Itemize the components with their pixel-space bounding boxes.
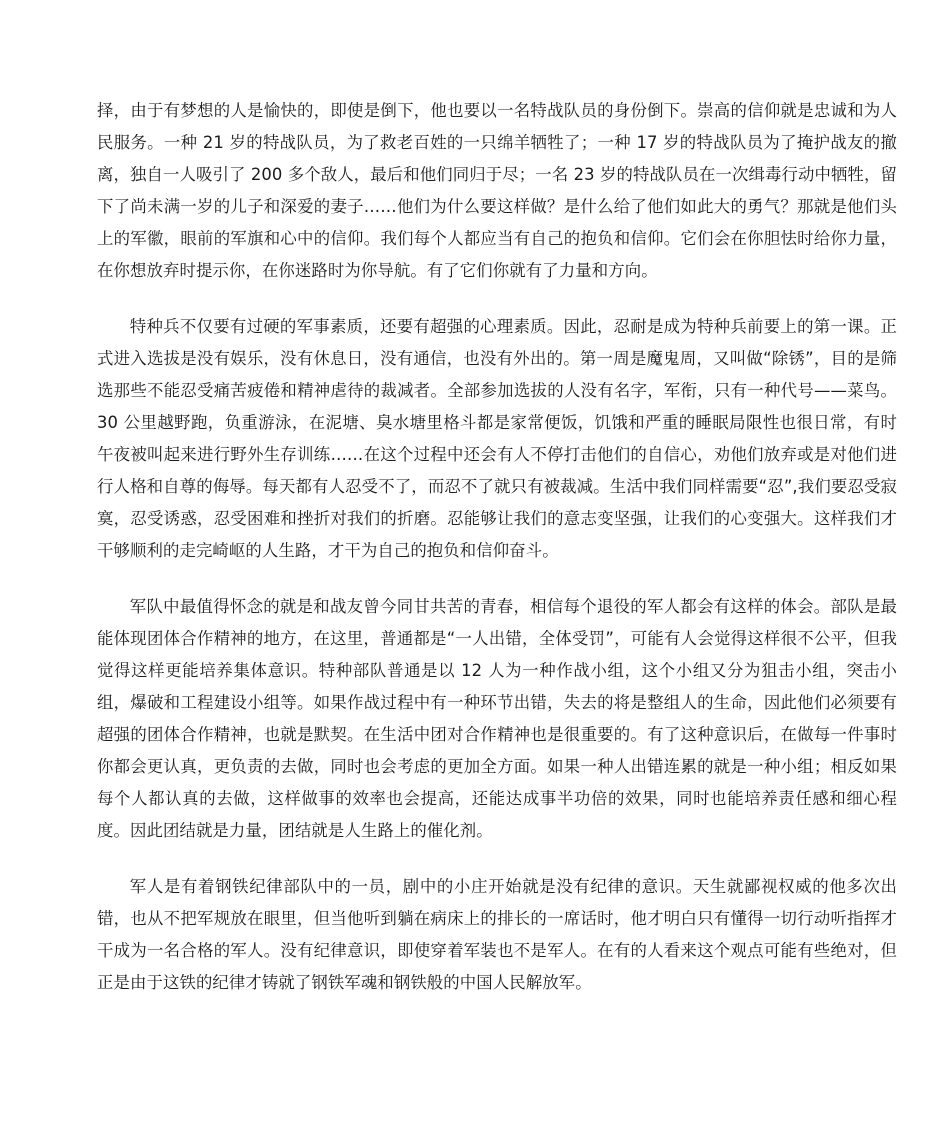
paragraph-2: 特种兵不仅要有过硬的军事素质，还要有超强的心理素质。因此，忍耐是成为特种兵前要上的第一课。正式进入选拔是没有娱乐，没有休息日，没有通信，也没有外出的。第一周是魔鬼周，又叫做“除锈”，目的是筛选那些不能忍受痛苦疲倦和精神虐待的裁减者。全部参加选拔的人没有名字，军衔，只有一种代号——菜鸟。30 公里越野跑，负重游泳，在泥塘、臭水塘里格斗都是家常便饭，饥饿和严重的睡眠局限性也很日常，有时午夜被叫起来进行野外生存训练……在这个过程中还会有人不停打击他们的自信心，劝他们放弃或是对他们进行人格和自尊的侮辱。每天都有人忍受不了，而忍不了就只有被裁减。生活中我们同样需要“忍”,我们要忍受寂寞，忍受诱惑，忍受困难和挫折对我们的折磨。忍能够让我们的意志变坚强，让我们的心变强大。这样我们才干够顺利的走完崎岖的人生路，才干为自己的抱负和信仰奋斗。 xyxy=(97,317,897,560)
paragraph-4: 军人是有着钢铁纪律部队中的一员，剧中的小庄开始就是没有纪律的意识。天生就鄙视权威的他多次出错，也从不把军规放在眼里，但当他听到躺在病床上的排长的一席话时，他才明白只有懂得一切行动听指挥才干成为一名合格的军人。没有纪律意识，即使穿着军装也不是军人。在有的人看来这个观点可能有些绝对，但正是由于这铁的纪律才铸就了钢铁军魂和钢铁般的中国人民解放军。 xyxy=(97,877,897,992)
paragraph-1: 择，由于有梦想的人是愉快的，即使是倒下，他也要以一名特战队员的身份倒下。崇高的信仰就是忠诚和为人民服务。一种 21 岁的特战队员，为了救老百姓的一只绵羊牺牲了；一种 17 岁的特战队员为了掩护战友的撤离，独自一人吸引了 200 多个敌人，最后和他们同归于尽；一名 23 岁的特战队员在一次缉毒行动中牺牲，留下了尚未满一岁的儿子和深爱的妻子……他们为什么要这样做？是什么给了他们如此大的勇气？那就是他们头上的军徽，眼前的军旗和心中的信仰。我们每个人都应当有自己的抱负和信仰。它们会在你胆怯时给你力量，在你想放弃时提示你，在你迷路时为你导航。有了它们你就有了力量和方向。 xyxy=(97,101,897,280)
document-body xyxy=(97,95,897,1023)
paragraph-3: 军队中最值得怀念的就是和战友曾今同甘共苦的青春，相信每个退役的军人都会有这样的体会。部队是最能体现团体合作精神的地方，在这里，普通都是“一人出错，全体受罚”，可能有人会觉得这样很不公平，但我觉得这样更能培养集体意识。特种部队普通是以 12 人为一种作战小组，这个小组又分为狙击小组，突击小组，爆破和工程建设小组等。如果作战过程中有一种环节出错，失去的将是整组人的生命，因此他们必须要有超强的团体合作精神，也就是默契。在生活中团对合作精神也是很重要的。有了这种意识后，在做每一件事时你都会更认真，更负责的去做，同时也会考虑的更加全方面。如果一种人出错连累的就是一种小组；相反如果每个人都认真的去做，这样做事的效率也会提高，还能达成事半功倍的效果，同时也能培养责任感和细心程度。因此团结就是力量，团结就是人生路上的催化剂。 xyxy=(97,597,897,840)
